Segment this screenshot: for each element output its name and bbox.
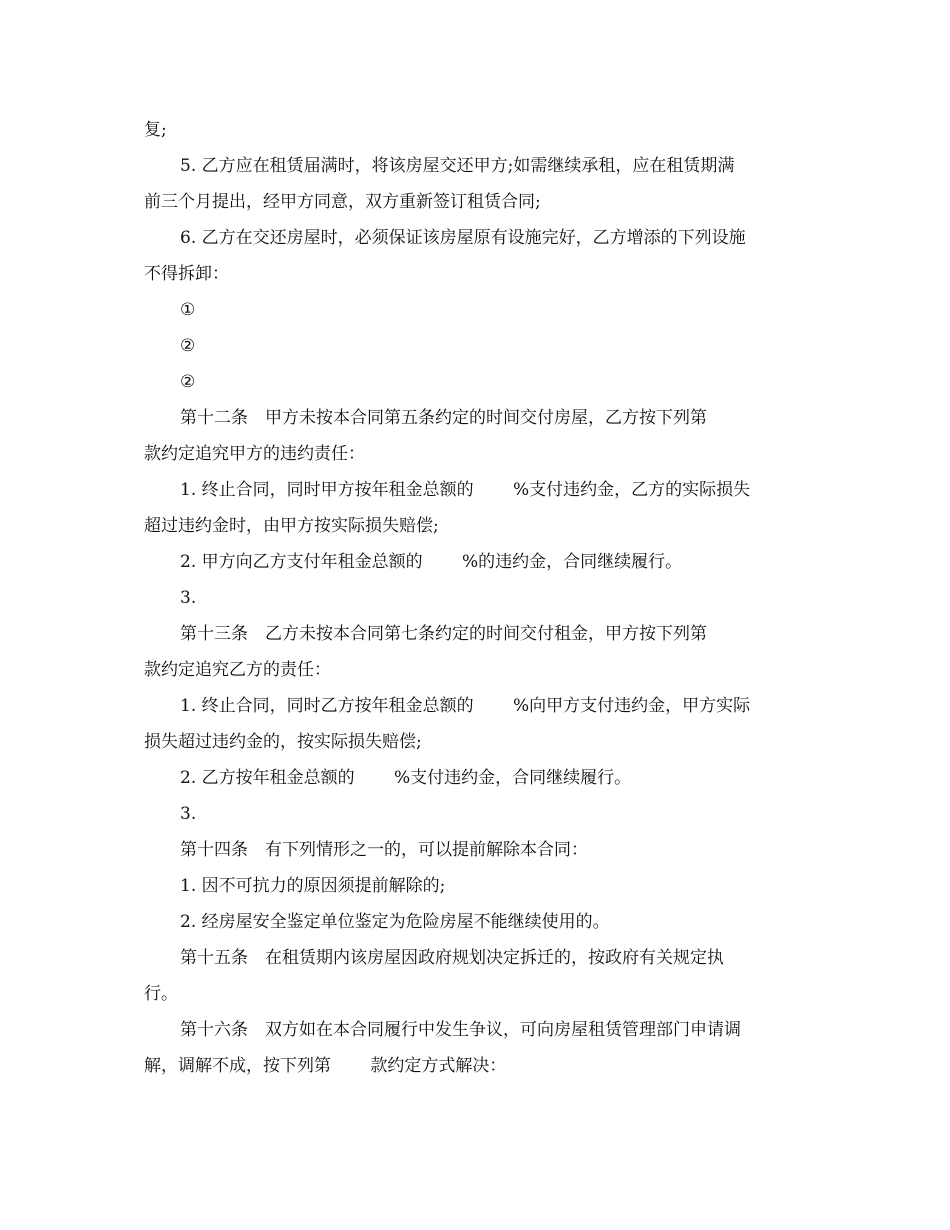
document-line: 超过违约金时，由甲方按实际损失赔偿;: [144, 516, 439, 536]
document-line: 复;: [144, 120, 167, 140]
list-marker: ②: [180, 336, 196, 356]
document-line: 前三个月提出，经甲方同意，双方重新签订租赁合同;: [144, 192, 541, 212]
document-line: 6. 乙方在交还房屋时，必须保证该房屋原有设施完好，乙方增添的下列设施: [180, 228, 746, 248]
document-line: 款约定追究乙方的责任：: [144, 660, 331, 680]
document-line: 3.: [180, 588, 197, 608]
list-marker: ①: [180, 300, 196, 320]
article-heading-16: 第十六条 双方如在本合同履行中发生争议，可向房屋租赁管理部门申请调: [180, 1020, 741, 1040]
document-body: [144, 112, 814, 1084]
document-line: 3.: [180, 804, 197, 824]
document-line: 5. 乙方应在租赁届满时，将该房屋交还甲方;如需继续承租，应在租赁期满: [180, 156, 735, 176]
article-heading-12: 第十二条 甲方未按本合同第五条约定的时间交付房屋，乙方按下列第: [180, 408, 707, 428]
document-line: 2. 乙方按年租金总额的 %支付违约金，合同继续履行。: [180, 768, 632, 788]
article-heading-13: 第十三条 乙方未按本合同第七条约定的时间交付租金，甲方按下列第: [180, 624, 707, 644]
document-line: 不得拆卸：: [144, 264, 229, 284]
document-line: 解，调解不成，按下列第 款约定方式解决：: [144, 1056, 507, 1076]
document-line: 行。: [144, 984, 178, 1004]
list-marker: ②: [180, 372, 196, 392]
article-heading-15: 第十五条 在租赁期内该房屋因政府规划决定拆迁的，按政府有关规定执: [180, 948, 724, 968]
article-heading-14: 第十四条 有下列情形之一的，可以提前解除本合同：: [180, 840, 588, 860]
document-line: 1. 终止合同，同时乙方按年租金总额的 %向甲方支付违约金，甲方实际: [180, 696, 751, 716]
document-line: 1. 因不可抗力的原因须提前解除的;: [180, 876, 446, 896]
document-line: 2. 甲方向乙方支付年租金总额的 %的违约金，合同继续履行。: [180, 552, 683, 572]
document-line: 2. 经房屋安全鉴定单位鉴定为危险房屋不能继续使用的。: [180, 912, 610, 932]
document-line: 1. 终止合同，同时甲方按年租金总额的 %支付违约金，乙方的实际损失: [180, 480, 751, 500]
document-line: 款约定追究甲方的违约责任：: [144, 444, 365, 464]
document-line: 损失超过违约金的，按实际损失赔偿;: [144, 732, 422, 752]
